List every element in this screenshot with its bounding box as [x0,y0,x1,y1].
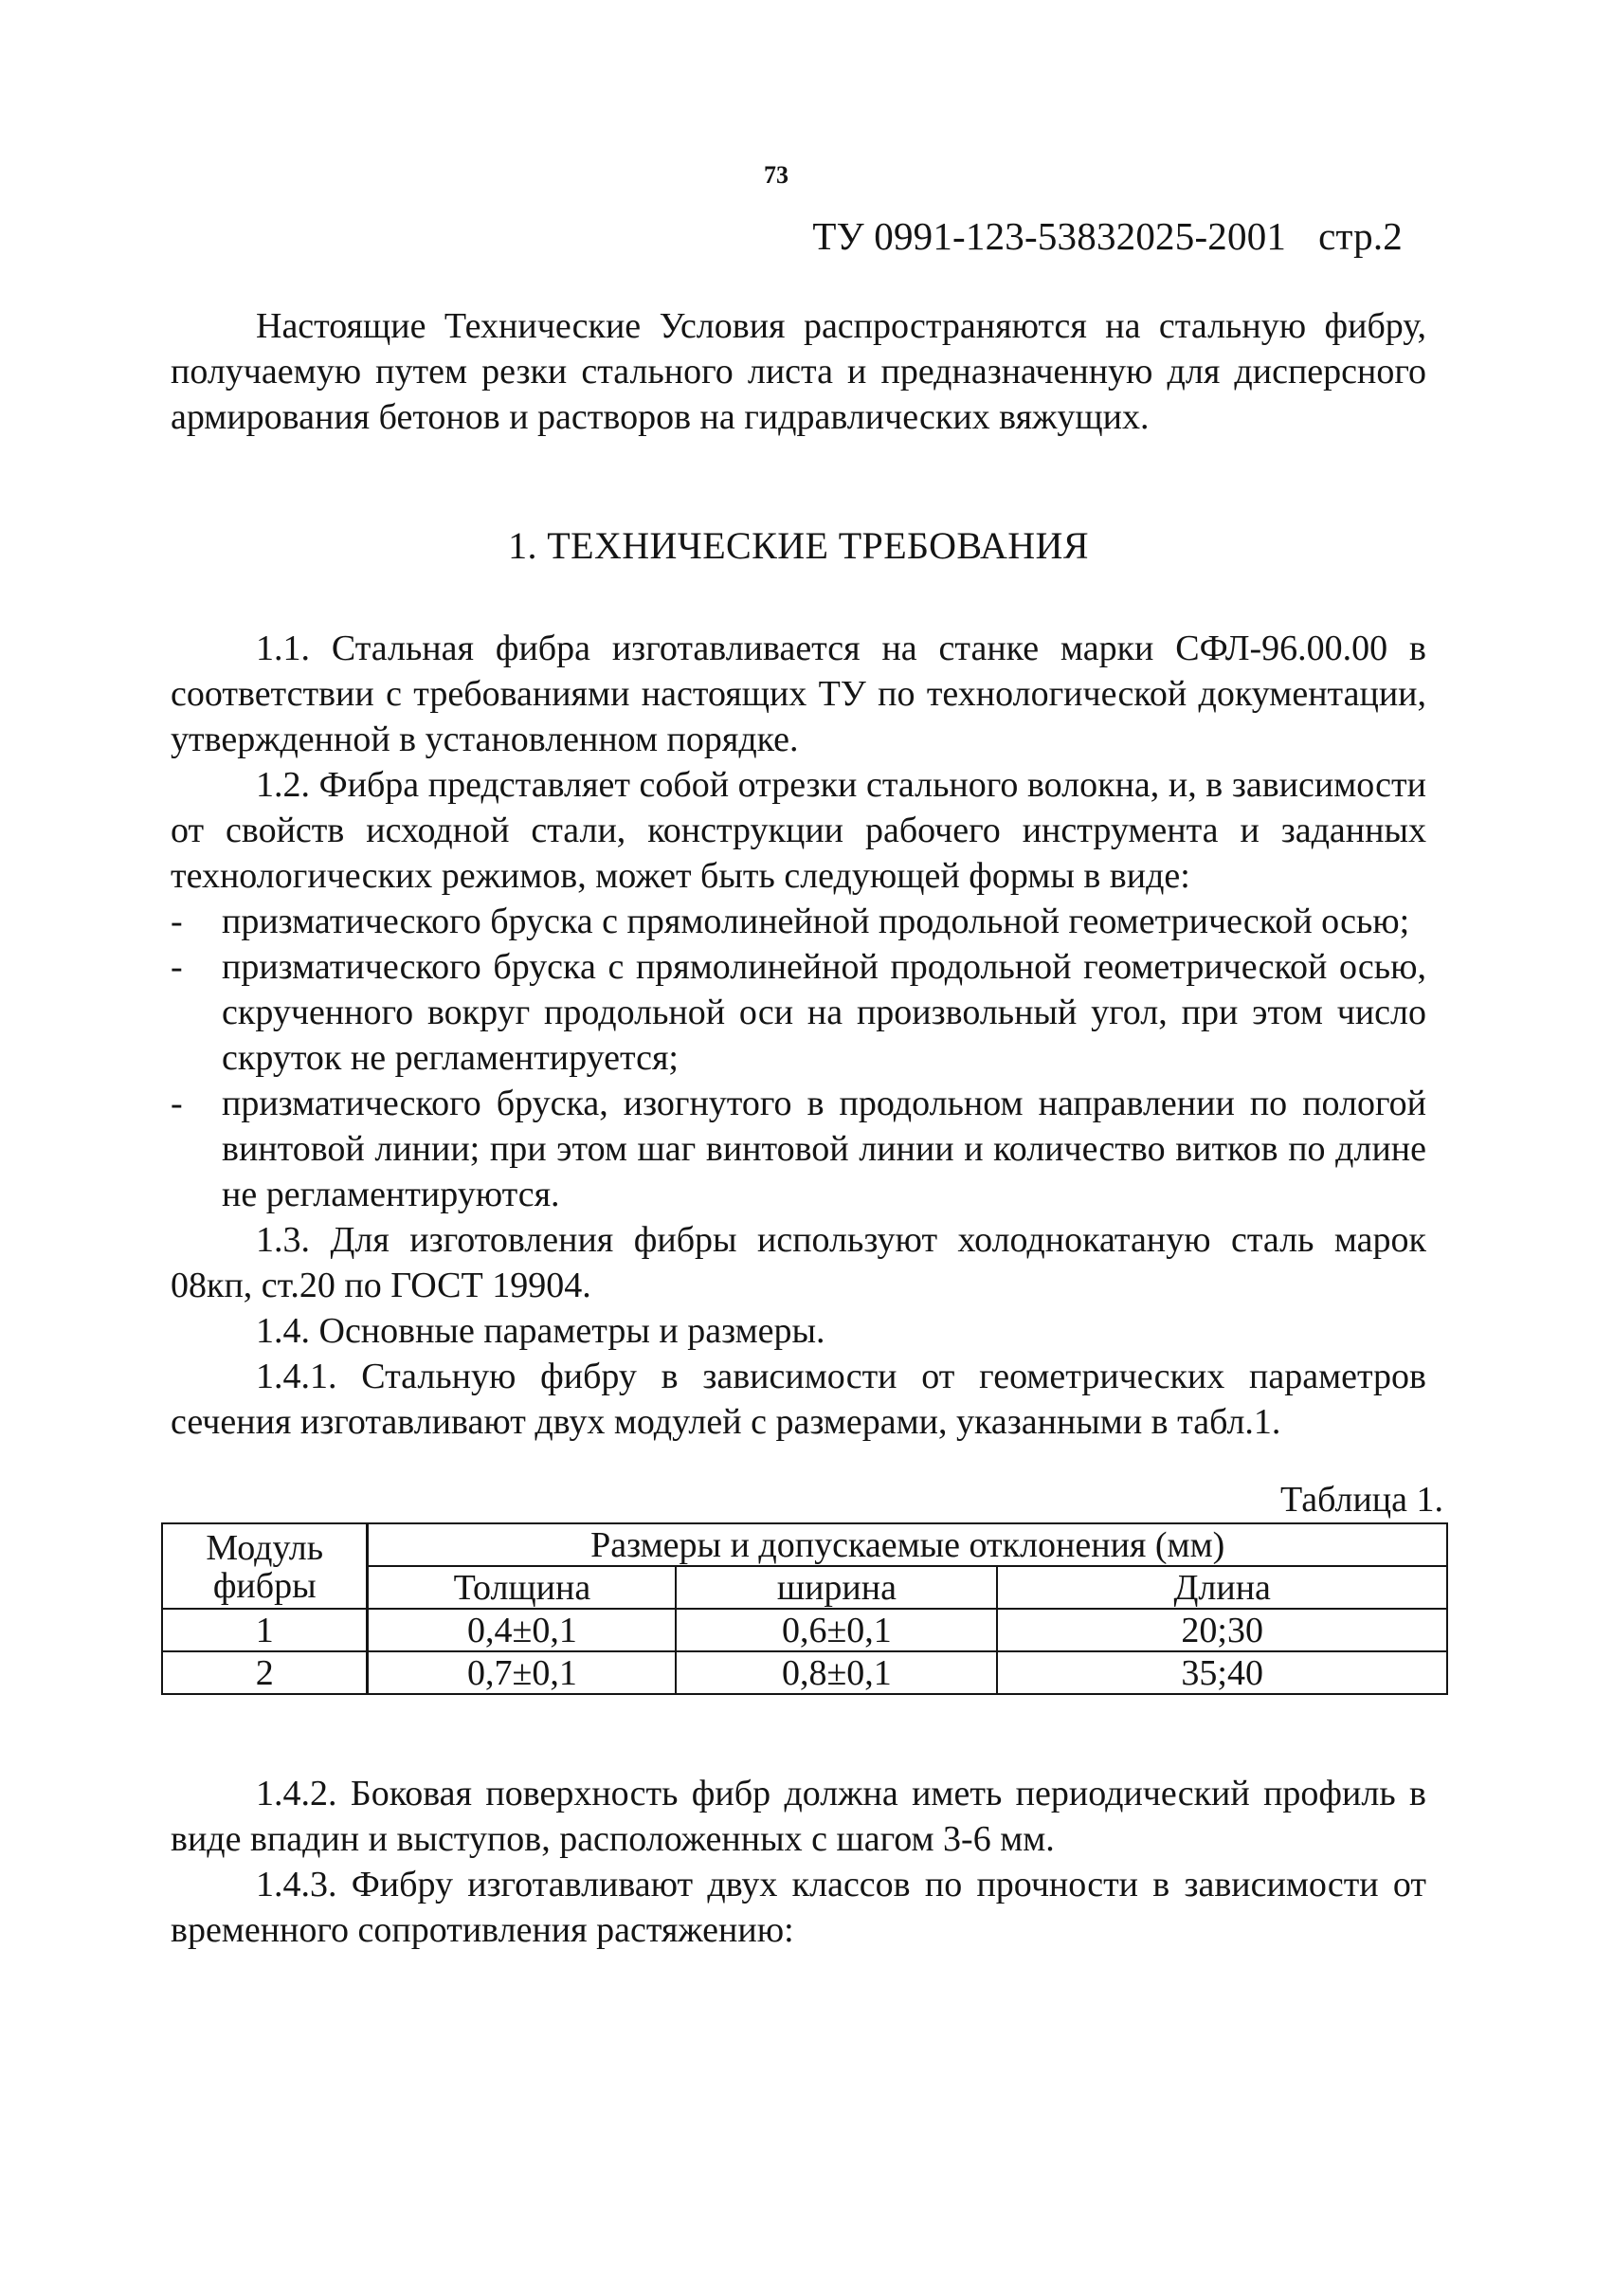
dash-marker: - [171,947,183,987]
list-item-text: призматического бруска с прямолинейной продольной геометрической осью, скрученного вокруг продольной оси на произвольный угол, при этом число скруток не регламентируется; [222,947,1426,1078]
paragraph-1-3: 1.3. Для изготовления фибры используют холоднокатаную сталь марок 08кп, ст.20 по ГОСТ 19904. [171,1220,1426,1305]
header-module: Модуль фибры [162,1523,368,1609]
table-caption: Таблица 1. [1279,1480,1443,1520]
paragraph-1-4-2: 1.4.2. Боковая поверхность фибр должна иметь периодический профиль в виде впадин и выступов, расположенных с шагом 3-6 мм. [171,1774,1426,1859]
list-item-text: призматического бруска, изогнутого в продольном направлении по пологой винтовой линии; при этом шаг винтовой линии и количество витков по длине не регламентируются. [222,1084,1426,1214]
section-title: 1. ТЕХНИЧЕСКИЕ ТРЕБОВАНИЯ [508,524,1089,567]
list-item [171,899,1426,944]
table-row [162,1609,1447,1651]
table-header-row [162,1523,1447,1566]
header-dimensions: Размеры и допускаемые отклонения (мм) [368,1523,1447,1566]
document-code: ТУ 0991-123-53832025-2001 [812,214,1287,258]
document-page-label: стр.2 [1318,214,1403,258]
document-id-header [812,213,1403,259]
paragraph-1-4: 1.4. Основные параметры и размеры. [256,1311,825,1351]
cell-thickness: 0,4±0,1 [368,1609,676,1651]
dimensions-table [161,1522,1448,1695]
dash-marker: - [171,1084,183,1123]
cell-length: 20;30 [997,1609,1447,1651]
header-thickness: Толщина [368,1566,676,1609]
cell-module: 1 [162,1609,368,1651]
list-item-text: призматического бруска с прямолинейной продольной геометрической осью; [222,902,1410,941]
cell-width: 0,8±0,1 [676,1651,997,1694]
paragraph-1-1: 1.1. Стальная фибра изготавливается на станке марки СФЛ-96.00.00 в соответствии с требованиями настоящих ТУ по технологической документации, утвержденной в установленном порядке. [171,629,1426,759]
cell-thickness: 0,7±0,1 [368,1651,676,1694]
document-body [171,303,1443,1953]
cell-length: 35;40 [997,1651,1447,1694]
list-item [171,944,1426,1081]
cell-module: 2 [162,1651,368,1694]
table-row [162,1651,1447,1694]
paragraph-1-2: 1.2. Фибра представляет собой отрезки стального волокна, и, в зависимости от свойств исходной стали, конструкции рабочего инструмента и заданных технологических режимов, может быть следующей формы в виде: [171,765,1426,896]
paragraph-1-4-3: 1.4.3. Фибру изготавливают двух классов по прочности в зависимости от временного сопротивления растяжению: [171,1865,1426,1950]
forms-list [171,899,1426,1217]
cell-width: 0,6±0,1 [676,1609,997,1651]
dash-marker: - [171,902,183,941]
list-item [171,1081,1426,1217]
paragraph-1-4-1: 1.4.1. Стальную фибру в зависимости от геометрических параметров сечения изготавливают двух модулей с размерами, указанными в табл.1. [171,1357,1426,1442]
intro-paragraph: Настоящие Технические Условия распространяются на стальную фибру, получаемую путем резки стального листа и предназначенную для дисперсного армирования бетонов и растворов на гидравлических вяжущих. [171,306,1426,437]
header-width: ширина [676,1566,997,1609]
page-number: 73 [764,161,788,189]
header-length: Длина [997,1566,1447,1609]
